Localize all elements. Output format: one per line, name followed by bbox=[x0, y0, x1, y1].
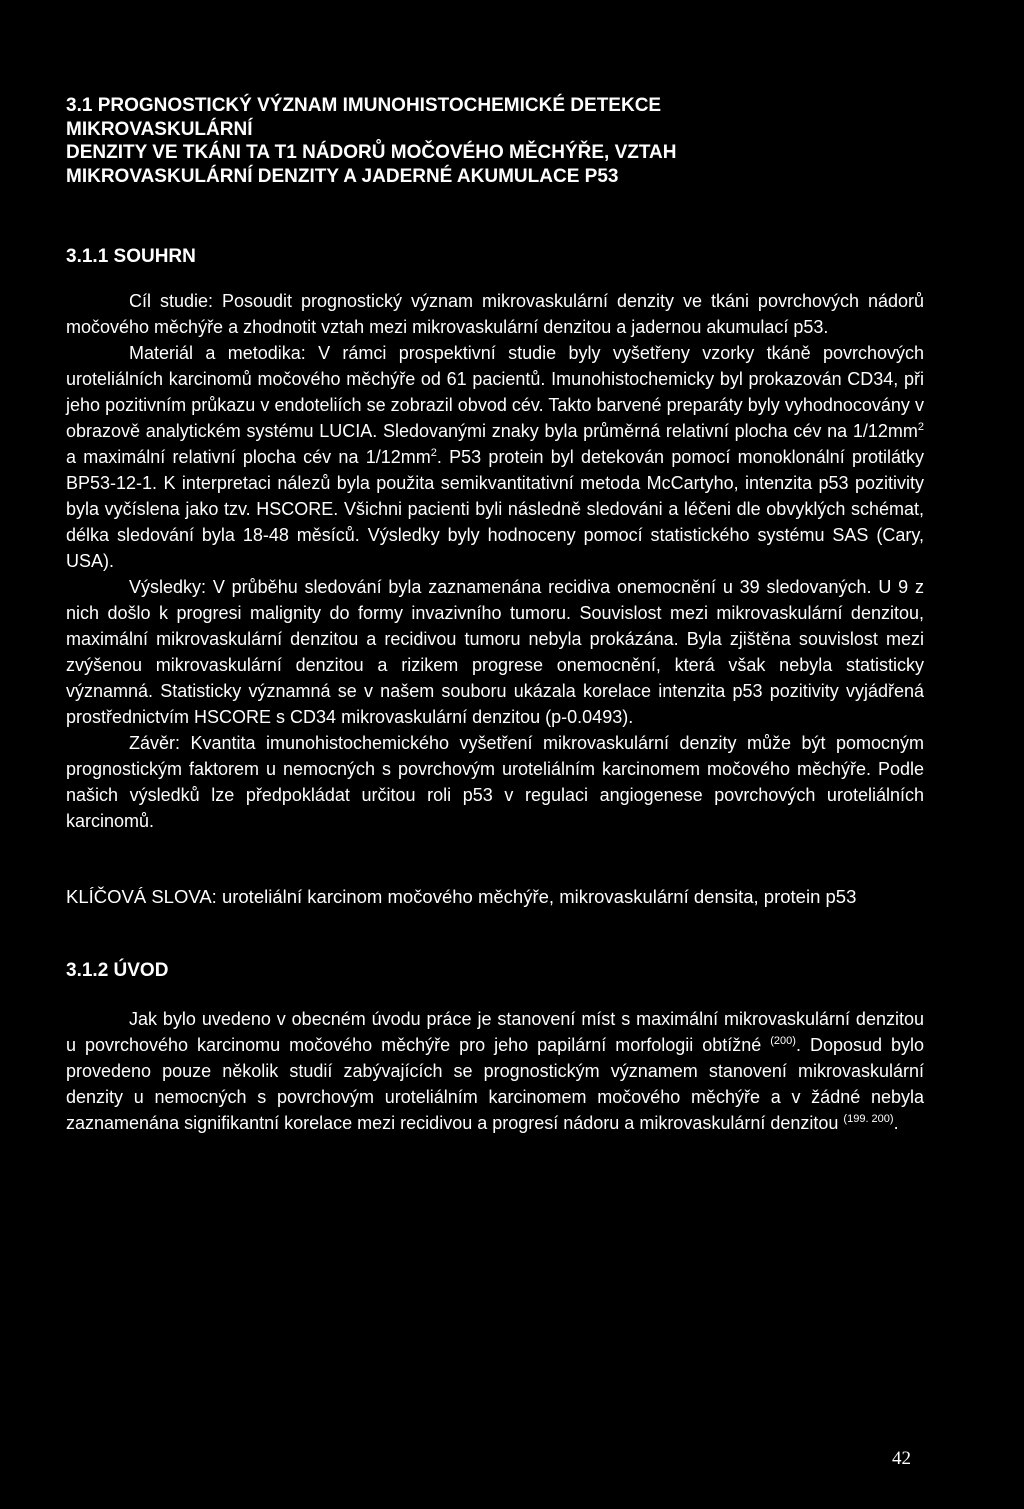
heading-word: PROGNOSTICKÝ bbox=[97, 95, 252, 116]
page-number: 42 bbox=[892, 1448, 911, 1469]
intro-text-b: . Doposud bylo provedeno pouze několik studií zabývajících se prognostickým významem stanovení mikrovaskulární denzity u nemocných s povrchovým uroteliálním karcinomem močového měchýře a v žádné nebyla zaznamenána signifikantní korelace mezi recidivou a progresí nádoru a mikrovaskulární denzitou bbox=[66, 1035, 925, 1133]
section-number: 3.1 bbox=[66, 95, 93, 116]
superscript: 2 bbox=[430, 447, 437, 459]
summary-aim-paragraph: Cíl studie: Posoudit prognostický význam mikrovaskulární denzity ve tkáni povrchových nádorů močového měchýře a zhodnotit vztah mezi mikrovaskulární denzitou a jadernou akumulací p53. bbox=[66, 291, 924, 337]
intro-text-c: . bbox=[893, 1113, 899, 1133]
heading-word: VÝZNAM bbox=[257, 95, 338, 116]
summary-heading: 3.1.1 SOUHRN bbox=[66, 246, 196, 267]
keywords: KLÍČOVÁ SLOVA: uroteliální karcinom močového měchýře, mikrovaskulární densita, protein p53 bbox=[66, 886, 857, 907]
citation: (200) bbox=[770, 1035, 796, 1047]
methods-text-a: Materiál a metodika: V rámci prospektivní studie byly vyšetřeny vzorky tkáně povrchových uroteliálních karcinomů močového měchýře od 61 pacientů. Imunohistochemicky byl prokazován CD34, při jeho pozitivním průkazu v endoteliích se zobrazil obvod cév. Takto barvené preparáty byly vyhodnocovány v obrazově analytickém systému LUCIA. Sledovanými znaky byla průměrná relativní plocha cév na 1/12mm bbox=[66, 343, 924, 441]
citation: (199. 200) bbox=[843, 1113, 894, 1125]
intro-paragraph bbox=[66, 1006, 924, 1136]
superscript: 2 bbox=[917, 421, 924, 433]
summary-results-paragraph: Výsledky: V průběhu sledování byla zaznamenána recidiva onemocnění u 39 sledovaných. U 9 z nich došlo k progresi malignity do formy invazivního tumoru. Souvislost mezi mikrovaskulární denzitou, maximální mikrovaskulární denzitou a recidivou tumoru nebyla prokázána. Byla zjištěna souvislost mezi zvýšenou mikrovaskulární denzitou a rizikem progrese onemocnění, která však nebyla statisticky významná. Statisticky významná se v našem souboru ukázala korelace intenzita p53 pozitivity vyjádřená prostřednictvím HSCORE s CD34 mikrovaskulární denzitou (p-0.0493). bbox=[66, 577, 924, 727]
intro-heading: 3.1.2 ÚVOD bbox=[66, 960, 169, 981]
summary-methods-paragraph bbox=[66, 340, 924, 574]
heading-line-4: MIKROVASKULÁRNÍ DENZITY A JADERNÉ AKUMULACE P53 bbox=[66, 165, 619, 187]
heading-line-1 bbox=[66, 94, 924, 118]
methods-text-c: . P53 protein byl detekován pomocí monoklonální protilátky BP53-12-1. K interpretaci nálezů byla použita semikvantitativní metoda McCartyho, intenzita p53 pozitivity byla vyčíslena jako tzv. HSCORE. Všichni pacienti byli následně sledováni a léčeni dle obvyklých schémat, délka sledování byla 18-48 měsíců. Výsledky byly hodnoceny pomocí statistického systému SAS (Cary, USA). bbox=[66, 447, 924, 571]
heading-word: IMUNOHISTOCHEMICKÉ bbox=[342, 95, 566, 116]
intro-text-a: Jak bylo uvedeno v obecném úvodu práce je stanovení míst s maximální mikrovaskulární denzitou u povrchového karcinomu močového měchýře pro jeho papilární morfologii obtížné bbox=[66, 1009, 924, 1055]
section-heading bbox=[66, 94, 924, 188]
heading-line-2: MIKROVASKULÁRNÍ bbox=[66, 118, 253, 140]
heading-line-3: DENZITY VE TKÁNI TA T1 NÁDORŮ MOČOVÉHO MĚCHÝŘE, VZTAH bbox=[66, 142, 677, 163]
heading-word: DETEKCE bbox=[570, 95, 662, 116]
document-page bbox=[66, 94, 924, 1136]
methods-text-b: a maximální relativní plocha cév na 1/12mm bbox=[66, 447, 431, 467]
summary-conclusion-paragraph: Závěr: Kvantita imunohistochemického vyšetření mikrovaskulární denzity může být pomocným prognostickým faktorem u nemocných s povrchovým uroteliálním karcinomem močového měchýře. Podle našich výsledků lze předpokládat určitou roli p53 v regulaci angiogenese povrchových uroteliálních karcinomů. bbox=[66, 733, 924, 831]
